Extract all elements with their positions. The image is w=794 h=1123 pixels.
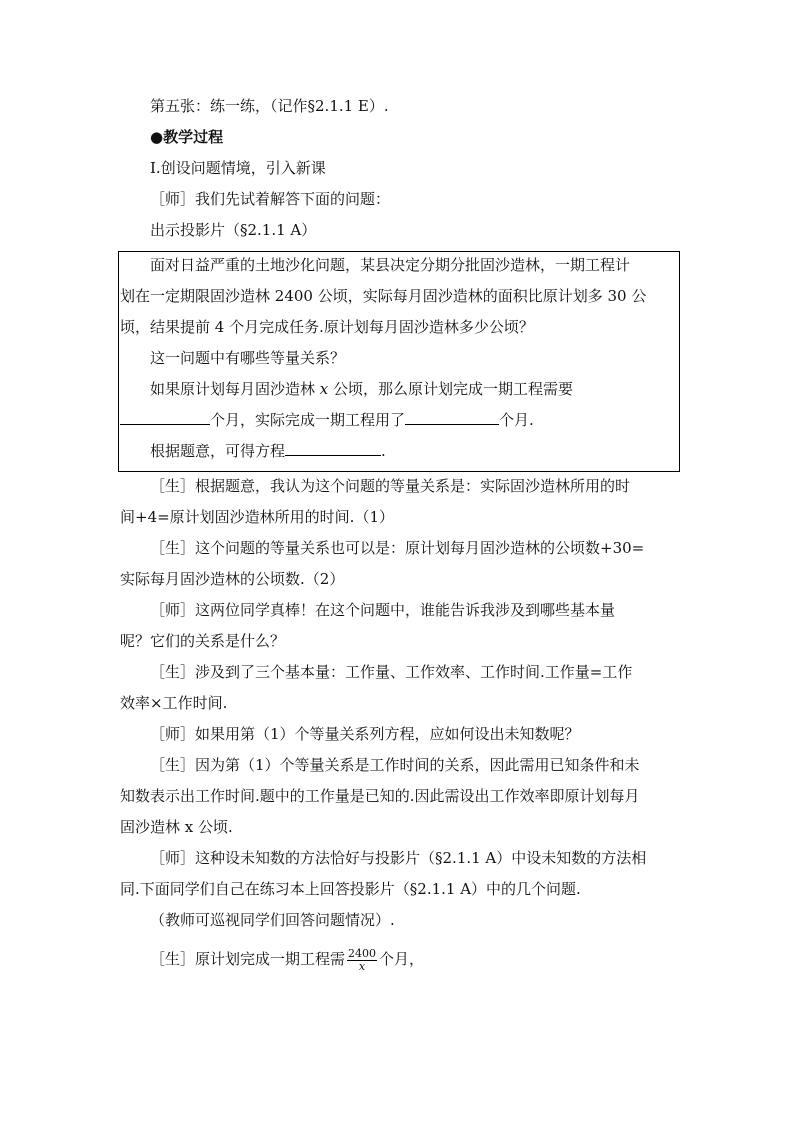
- teacher-line-7a: ［师］这种设未知数的方法恰好与投影片（§2.1.1 A）中设未知数的方法相: [150, 849, 647, 867]
- section-heading-teaching-process: ●教学过程: [150, 128, 224, 146]
- question-months-end: 个月.: [499, 411, 534, 429]
- question-planned-post: 公顷，那么原计划完成一期工程需要: [328, 380, 574, 398]
- student-answer-9: [150, 944, 424, 974]
- fraction-denominator: x: [358, 959, 366, 973]
- student-answer-6c: 固沙造林 x 公顷.: [120, 818, 233, 836]
- teacher-line-5: ［师］如果用第（1）个等量关系列方程，应如何设出未知数呢？: [150, 725, 580, 743]
- line-exercise-card: 第五张：练一练，（记作§2.1.1 E）.: [150, 97, 389, 115]
- fill-blank-planned-months[interactable]: [120, 410, 210, 425]
- question-months-line: [120, 410, 534, 430]
- question-equation-label: 根据题意，可得方程: [150, 442, 286, 460]
- student-answer-9-post: 个月，: [379, 950, 425, 968]
- question-planned-line: [150, 379, 573, 399]
- student-answer-1b: 间+4=原计划固沙造林所用的时间.（1）: [120, 508, 394, 526]
- question-equation-end: .: [381, 442, 386, 460]
- student-answer-1a: ［生］根据题意，我认为这个问题的等量关系是：实际固沙造林所用的时: [150, 477, 631, 495]
- variable-x: x: [319, 380, 329, 398]
- teacher-line-7b: 同.下面同学们自己在练习本上回答投影片（§2.1.1 A）中的几个问题.: [120, 880, 581, 898]
- question-equation-line: [150, 441, 386, 461]
- student-answer-4a: ［生］涉及到了三个基本量：工作量、工作效率、工作时间.工作量=工作: [150, 663, 633, 681]
- teacher-line-3a: ［师］这两位同学真棒！在这个问题中，谁能告诉我涉及到哪些基本量: [150, 601, 616, 619]
- fill-blank-actual-months[interactable]: [405, 410, 499, 425]
- note-teacher-patrol: （教师可巡视同学们回答问题情况）.: [150, 911, 395, 929]
- problem-text-3: 顷，结果提前 4 个月完成任务.原计划每月固沙造林多少公顷？: [120, 318, 534, 336]
- fill-blank-equation[interactable]: [285, 441, 381, 456]
- question-relations: 这一问题中有哪些等量关系？: [150, 349, 346, 367]
- teacher-line-3b: 呢？它们的关系是什么？: [120, 632, 286, 650]
- question-planned-pre: 如果原计划每月固沙造林: [150, 380, 320, 398]
- student-answer-2b: 实际每月固沙造林的公顷数.（2）: [120, 570, 345, 588]
- problem-text-1: 面对日益严重的土地沙化问题，某县决定分期分批固沙造林，一期工程计: [150, 256, 631, 274]
- student-answer-6b: 知数表示出工作时间.题中的工作量是已知的.因此需设出工作效率即原计划每月: [120, 787, 640, 805]
- fraction-numerator: 2400: [348, 946, 377, 960]
- student-answer-6a: ［生］因为第（1）个等量关系是工作时间的关系，因此需用已知条件和未: [150, 756, 640, 774]
- student-answer-4b: 效率×工作时间.: [120, 694, 228, 712]
- question-months-mid: 个月，实际完成一期工程用了: [210, 411, 406, 429]
- teacher-line-intro: ［师］我们先试着解答下面的问题：: [150, 190, 391, 208]
- problem-text-2: 划在一定期限固沙造林 2400 公顷，实际每月固沙造林的面积比原计划多 30 公: [120, 287, 647, 305]
- subheading-create-situation: Ⅰ.创设问题情境，引入新课: [150, 159, 326, 177]
- line-show-slide: 出示投影片（§2.1.1 A）: [150, 221, 317, 239]
- student-answer-9-pre: ［生］原计划完成一期工程需: [150, 950, 346, 968]
- student-answer-2a: ［生］这个问题的等量关系也可以是：原计划每月固沙造林的公顷数+30=: [150, 539, 645, 557]
- fraction-2400-over-x: [347, 948, 377, 973]
